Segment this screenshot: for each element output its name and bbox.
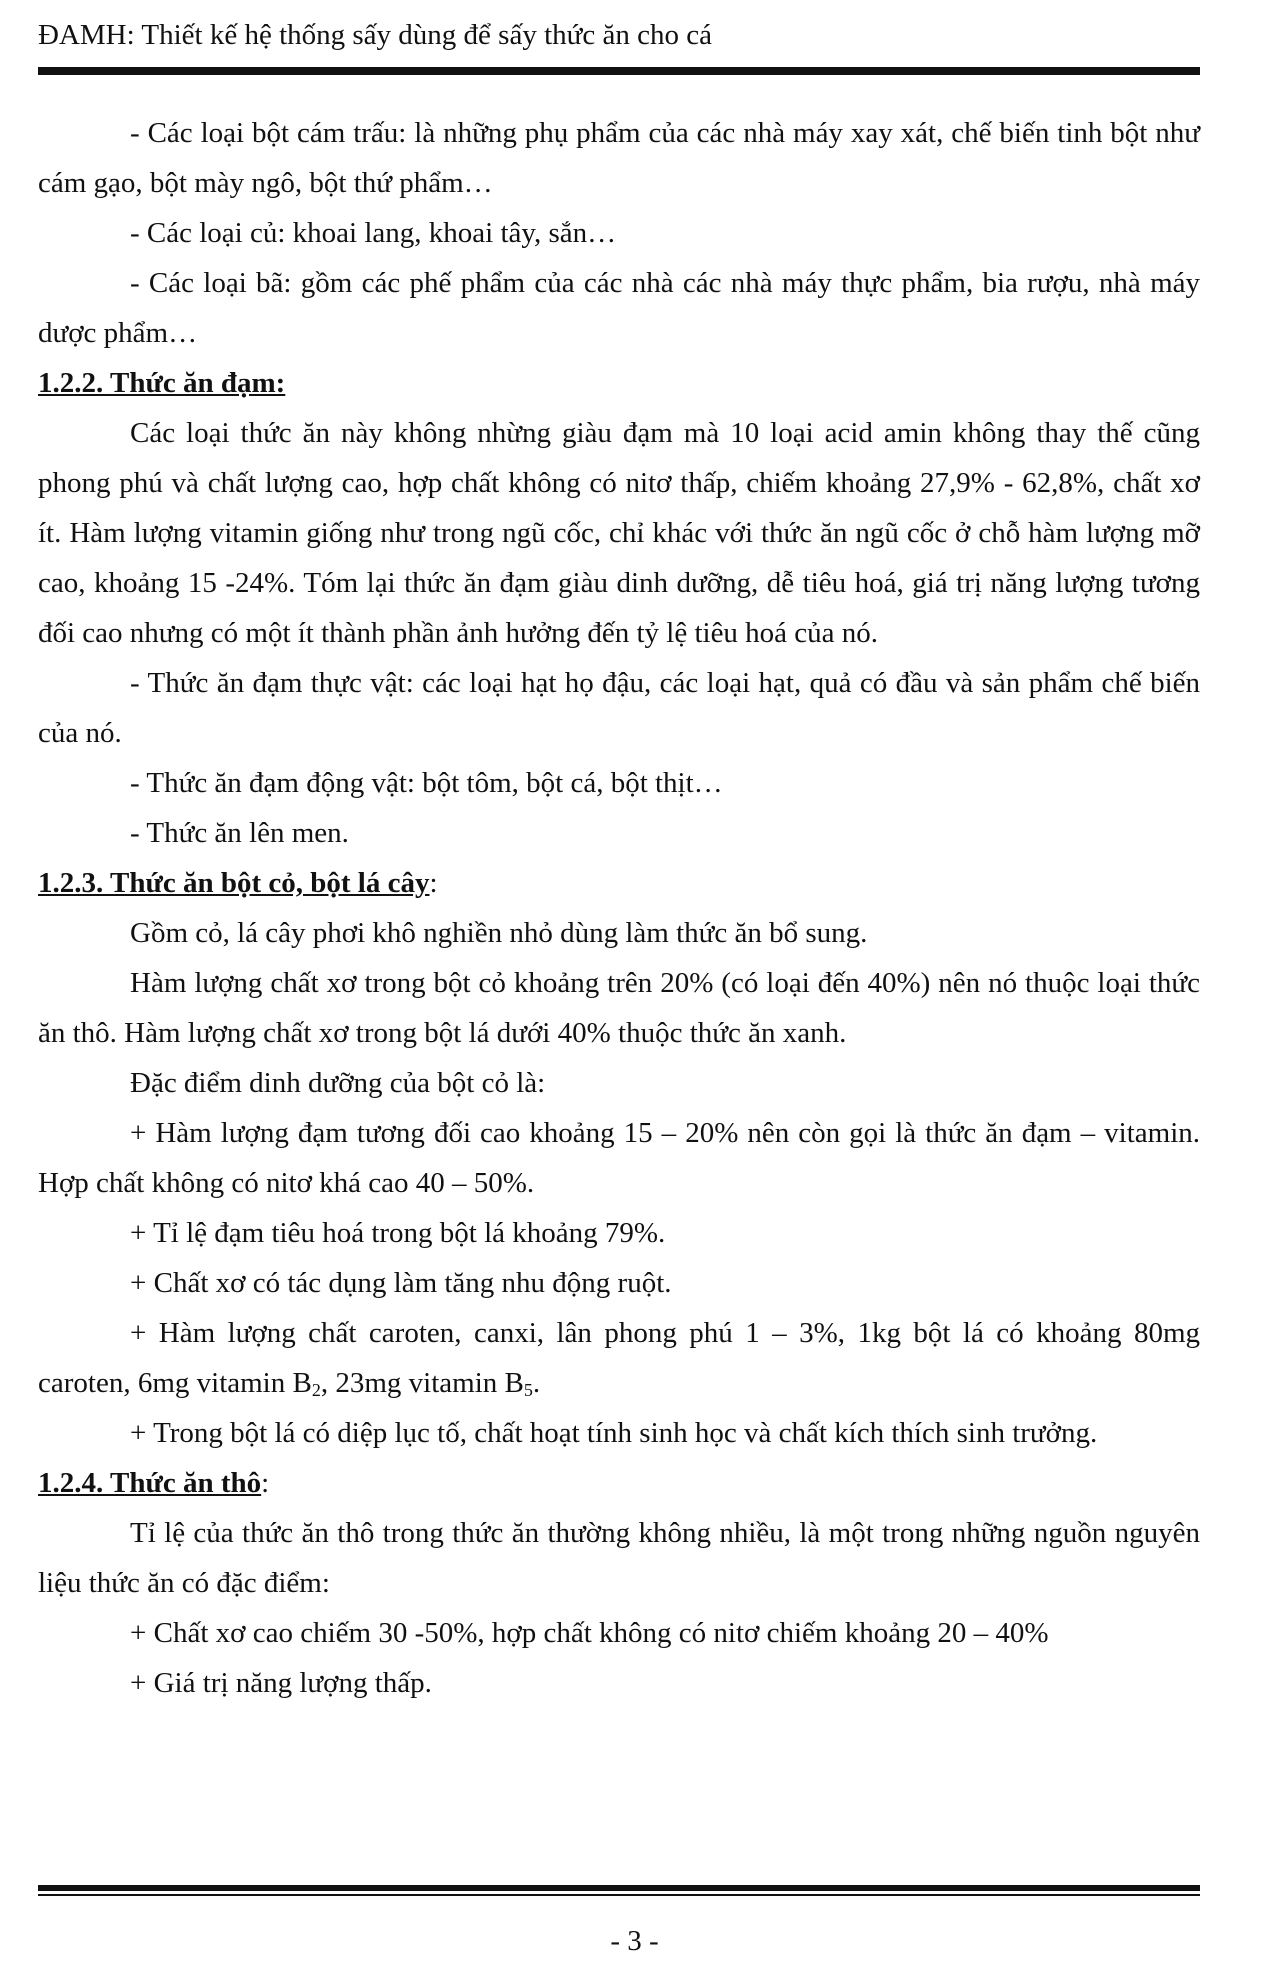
page-header-title: ĐAMH: Thiết kế hệ thống sấy dùng để sấy thức ăn cho cá bbox=[38, 19, 712, 51]
paragraph: - Thức ăn đạm động vật: bột tôm, bột cá, bột thịt… bbox=[130, 767, 723, 799]
footer-double-rule bbox=[38, 1885, 1200, 1896]
heading-colon: : bbox=[261, 1467, 270, 1499]
document-body bbox=[38, 108, 1200, 1708]
paragraph: - Các loại bột cám trấu: là những phụ phẩm của các nhà máy xay xát, chế biến tinh bột như cám gạo, bột mày ngô, bột thứ phẩm… bbox=[38, 117, 1200, 199]
section-heading-1-2-3 bbox=[38, 858, 1200, 908]
paragraph: - Các loại củ: khoai lang, khoai tây, sắn… bbox=[130, 217, 617, 249]
subscript: 5 bbox=[523, 1380, 533, 1400]
paragraph: Hàm lượng chất xơ trong bột cỏ khoảng trên 20% (có loại đến 40%) nên nó thuộc loại thức ăn thô. Hàm lượng chất xơ trong bột lá dưới 40% thuộc thức ăn xanh. bbox=[38, 967, 1200, 1049]
paragraph: + Chất xơ có tác dụng làm tăng nhu động ruột. bbox=[130, 1267, 672, 1299]
page-number: - 3 - bbox=[610, 1925, 659, 1957]
header-double-rule bbox=[38, 64, 1200, 75]
paragraph: + Giá trị năng lượng thấp. bbox=[130, 1667, 432, 1699]
heading-text: 1.2.2. Thức ăn đạm: bbox=[38, 367, 286, 399]
paragraph: Tỉ lệ của thức ăn thô trong thức ăn thường không nhiều, là một trong những nguồn nguyên liệu thức ăn có đặc điểm: bbox=[38, 1517, 1200, 1599]
section-heading-1-2-2 bbox=[38, 358, 1200, 408]
paragraph: + Tỉ lệ đạm tiêu hoá trong bột lá khoảng 79%. bbox=[130, 1217, 666, 1249]
paragraph: + Chất xơ cao chiếm 30 -50%, hợp chất không có nitơ chiếm khoảng 20 – 40% bbox=[130, 1617, 1049, 1649]
subscript: 2 bbox=[311, 1380, 321, 1400]
text-run: + Hàm lượng chất caroten, canxi, lân phong phú 1 – 3%, 1kg bột lá có khoảng 80mg caroten, 6mg vitamin B bbox=[38, 1317, 1200, 1399]
text-run: . bbox=[532, 1367, 541, 1399]
heading-text: 1.2.3. Thức ăn bột cỏ, bột lá cây bbox=[38, 867, 430, 899]
paragraph: - Thức ăn đạm thực vật: các loại hạt họ đậu, các loại hạt, quả có đầu và sản phẩm chế biến của nó. bbox=[38, 667, 1200, 749]
paragraph: + Trong bột lá có diệp lục tố, chất hoạt tính sinh học và chất kích thích sinh trưởng. bbox=[130, 1417, 1098, 1449]
paragraph: Các loại thức ăn này không nhừng giàu đạm mà 10 loại acid amin không thay thế cũng phong phú và chất lượng cao, hợp chất không có nitơ thấp, chiếm khoảng 27,9% - 62,8%, chất xơ ít. Hàm lượng vitamin giống như trong ngũ cốc, chỉ khác với thức ăn ngũ cốc ở chỗ hàm lượng mỡ cao, khoảng 15 -24%. Tóm lại thức ăn đạm giàu dinh dưỡng, dễ tiêu hoá, giá trị năng lượng tương đối cao nhưng có một ít thành phần ảnh hưởng đến tỷ lệ tiêu hoá của nó. bbox=[38, 417, 1200, 649]
paragraph: + Hàm lượng đạm tương đối cao khoảng 15 – 20% nên còn gọi là thức ăn đạm – vitamin. Hợp chất không có nitơ khá cao 40 – 50%. bbox=[38, 1117, 1200, 1199]
paragraph: Đặc điểm dinh dưỡng của bột cỏ là: bbox=[130, 1067, 546, 1099]
paragraph: - Thức ăn lên men. bbox=[130, 817, 349, 849]
text-run: , 23mg vitamin B bbox=[320, 1367, 524, 1399]
paragraph: - Các loại bã: gồm các phế phẩm của các nhà các nhà máy thực phẩm, bia rượu, nhà máy dược phẩm… bbox=[38, 267, 1200, 349]
paragraph-with-subscripts bbox=[38, 1308, 1200, 1408]
section-heading-1-2-4 bbox=[38, 1458, 1200, 1508]
heading-colon: : bbox=[429, 867, 438, 899]
heading-text: 1.2.4. Thức ăn thô bbox=[38, 1467, 262, 1499]
paragraph: Gồm cỏ, lá cây phơi khô nghiền nhỏ dùng làm thức ăn bổ sung. bbox=[130, 917, 868, 949]
